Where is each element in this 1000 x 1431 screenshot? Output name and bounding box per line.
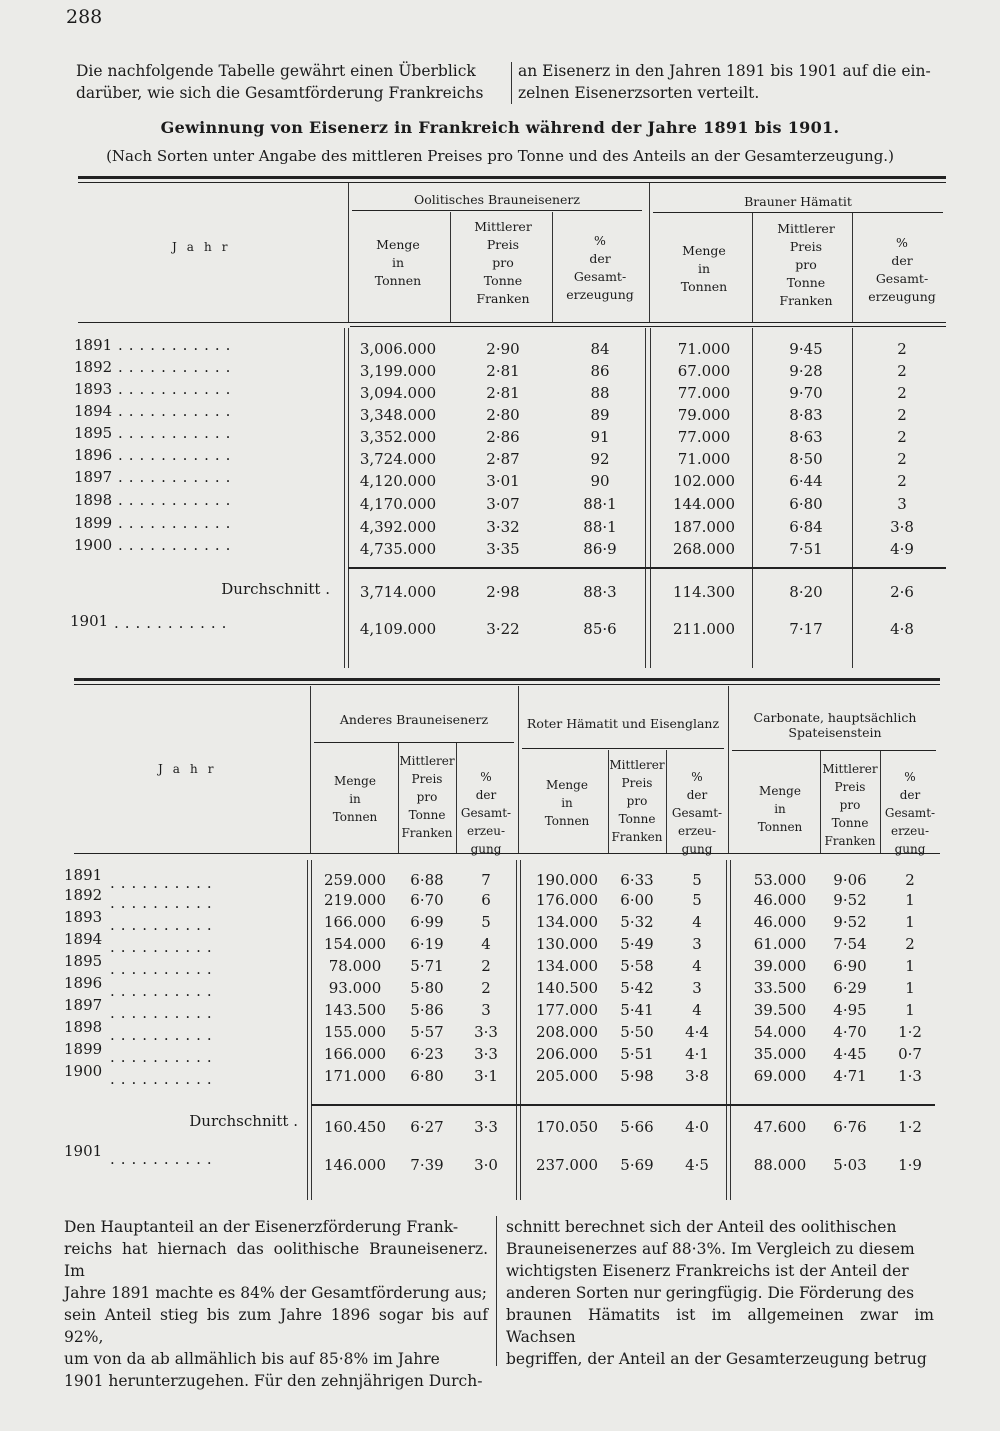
year-label: 1892 (64, 886, 103, 904)
average-label: Durchschnitt . (189, 1112, 298, 1130)
table-cell: 7·54 (833, 935, 867, 953)
table-cell: 7·39 (410, 1156, 444, 1174)
column-header: Menge in Tonnen (544, 778, 590, 828)
table-cell: 6·76 (833, 1118, 867, 1136)
vertical-rule (649, 183, 650, 323)
table-cell: 3 (481, 1001, 491, 1019)
vertical-rule (728, 686, 729, 854)
table-cell: 2 (905, 935, 915, 953)
table-cell: 84 (590, 340, 610, 358)
year-label: 1898 (64, 1018, 103, 1036)
leader-dots: ........... (118, 491, 237, 509)
table-cell: 114.300 (672, 583, 736, 601)
table-cell: 206.000 (535, 1045, 599, 1063)
year-label: 1895 (64, 952, 103, 970)
table-cell: 6·84 (789, 518, 823, 536)
table-cell: 6·19 (410, 935, 444, 953)
table-cell: 6·80 (789, 495, 823, 513)
table-cell: 9·52 (833, 913, 867, 931)
table-cell: 134.000 (535, 913, 599, 931)
table-cell: 3,348.000 (359, 406, 437, 424)
table-cell: 5·69 (620, 1156, 654, 1174)
table-cell: 92 (590, 450, 610, 468)
text-line: wichtigsten Eisenerz Frankreichs ist der Anteil der (506, 1262, 909, 1280)
table-cell: 4 (481, 935, 491, 953)
column-header: Mittlerer Preis pro Tonne Franken (609, 758, 665, 844)
text-line: Jahre 1891 machte es 84% der Gesamtförderung aus; (64, 1284, 487, 1302)
table-cell: 6·00 (620, 891, 654, 909)
column-header: Mittlerer Preis pro Tonne Franken (474, 219, 532, 306)
table-cell: 9·52 (833, 891, 867, 909)
year-label: 1892 (74, 358, 113, 376)
table-cell: 88·1 (583, 495, 617, 513)
text-line: um von da ab allmählich bis auf 85·8% im Jahre (64, 1350, 440, 1368)
column-rule (496, 1216, 497, 1366)
table-cell: 1·2 (898, 1023, 922, 1041)
table-cell: 2 (897, 340, 907, 358)
table-cell: 205.000 (535, 1067, 599, 1085)
table-cell: 6·44 (789, 472, 823, 490)
table-cell: 268.000 (672, 540, 736, 558)
table-cell: 3·8 (685, 1067, 709, 1085)
leader-dots: .......... (110, 960, 218, 978)
horizontal-rule (78, 322, 946, 323)
table-cell: 1·3 (898, 1067, 922, 1085)
column-header: Mittlerer Preis pro Tonne Franken (399, 754, 455, 840)
table-cell: 176.000 (535, 891, 599, 909)
table-cell: 7·17 (789, 620, 823, 638)
table-cell: 2 (905, 871, 915, 889)
table-cell: 2 (897, 428, 907, 446)
leader-dots: .......... (110, 874, 218, 892)
horizontal-rule (314, 742, 514, 743)
year-label: 1900 (74, 536, 113, 554)
column-header: Menge in Tonnen (757, 784, 803, 834)
table-cell: 5·86 (410, 1001, 444, 1019)
horizontal-rule (348, 567, 946, 569)
table-cell: 134.000 (535, 957, 599, 975)
table-cell: 4,109.000 (359, 620, 437, 638)
table-cell: 4·9 (890, 540, 914, 558)
horizontal-rule (522, 748, 724, 749)
table-cell: 5·42 (620, 979, 654, 997)
table-cell: 71.000 (677, 340, 731, 358)
year-label: 1901 (64, 1142, 103, 1160)
leader-dots: ........... (114, 614, 233, 632)
text-line: anderen Sorten nur geringfügig. Die Förderung des (506, 1284, 915, 1302)
table-cell: 85·6 (583, 620, 617, 638)
table-cell: 93.000 (328, 979, 382, 997)
table-cell: 35.000 (753, 1045, 807, 1063)
table-cell: 208.000 (535, 1023, 599, 1041)
leader-dots: ........... (118, 336, 237, 354)
group-header: Oolitisches Brauneisenerz (414, 192, 580, 207)
year-label: 1894 (64, 930, 103, 948)
table-cell: 78.000 (328, 957, 382, 975)
table-cell: 5·50 (620, 1023, 654, 1041)
table-cell: 3·1 (474, 1067, 498, 1085)
table-cell: 3,714.000 (359, 583, 437, 601)
column-header: Mittlerer Preis pro Tonne Franken (822, 762, 878, 848)
table-cell: 3·22 (486, 620, 520, 638)
table-cell: 3,006.000 (359, 340, 437, 358)
table-cell: 46.000 (753, 913, 807, 931)
table-cell: 6·27 (410, 1118, 444, 1136)
group-header: Anderes Brauneisenerz (339, 712, 489, 727)
table-cell: 5·49 (620, 935, 654, 953)
table-cell: 88·1 (583, 518, 617, 536)
table-cell: 8·20 (789, 583, 823, 601)
table-cell: 1·9 (898, 1156, 922, 1174)
table-subtitle: (Nach Sorten unter Angabe des mittleren Preises pro Tonne und des Anteils an der Gesamterzeugung.) (106, 147, 894, 165)
table-cell: 91 (590, 428, 610, 446)
table-cell: 3·8 (890, 518, 914, 536)
horizontal-rule (653, 212, 943, 213)
table-cell: 5 (692, 891, 702, 909)
table-cell: 5 (692, 871, 702, 889)
year-label: 1896 (64, 974, 103, 992)
table-cell: 46.000 (753, 891, 807, 909)
table-cell: 0·7 (898, 1045, 922, 1063)
table-cell: 77.000 (677, 384, 731, 402)
table-cell: 144.000 (672, 495, 736, 513)
vertical-rule (518, 686, 519, 854)
table-cell: 4·0 (685, 1118, 709, 1136)
vertical-rule (310, 686, 311, 854)
table-cell: 171.000 (323, 1067, 387, 1085)
table-cell: 3·3 (474, 1023, 498, 1041)
year-label: 1893 (64, 908, 103, 926)
table-cell: 79.000 (677, 406, 731, 424)
table-cell: 9·28 (789, 362, 823, 380)
vertical-rule (666, 750, 667, 854)
text-line: Den Hauptanteil an der Eisenerzförderung Frank- (64, 1218, 459, 1236)
table-cell: 5·32 (620, 913, 654, 931)
column-header: Mittlerer Preis pro Tonne Franken (777, 221, 835, 308)
table-cell: 4 (692, 1001, 702, 1019)
table-cell: 9·06 (833, 871, 867, 889)
table-cell: 39.500 (753, 1001, 807, 1019)
table-cell: 54.000 (753, 1023, 807, 1041)
table-cell: 140.500 (535, 979, 599, 997)
table-cell: 3·01 (486, 472, 520, 490)
table-cell: 88 (590, 384, 610, 402)
table-cell: 4,392.000 (359, 518, 437, 536)
table-cell: 6·29 (833, 979, 867, 997)
group-header: Carbonate, hauptsächlich Spateisenstein (753, 710, 917, 740)
horizontal-rule (74, 684, 940, 685)
table-cell: 88·3 (583, 583, 617, 601)
table-cell: 3,199.000 (359, 362, 437, 380)
table-cell: 2·87 (486, 450, 520, 468)
leader-dots: .......... (110, 1004, 218, 1022)
column-rule (511, 62, 512, 104)
table-cell: 177.000 (535, 1001, 599, 1019)
year-label: 1896 (74, 446, 113, 464)
intro-right (518, 60, 950, 104)
group-header: Roter Hämatit und Eisenglanz (526, 716, 720, 731)
table-cell: 1 (905, 979, 915, 997)
year-column-header: Jahr (158, 762, 224, 776)
year-column-header: Jahr (172, 240, 238, 254)
table-cell: 4·71 (833, 1067, 867, 1085)
table-cell: 7 (481, 871, 491, 889)
table-cell: 6·23 (410, 1045, 444, 1063)
table-cell: 89 (590, 406, 610, 424)
table-cell: 2 (481, 979, 491, 997)
table-cell: 1 (905, 1001, 915, 1019)
year-label: 1894 (74, 402, 113, 420)
leader-dots: .......... (110, 938, 218, 956)
table-cell: 5·41 (620, 1001, 654, 1019)
body-text-left (64, 1216, 488, 1392)
table-cell: 102.000 (672, 472, 736, 490)
table-cell: 1·2 (898, 1118, 922, 1136)
horizontal-rule (352, 210, 642, 211)
table-cell: 3 (692, 935, 702, 953)
table-cell: 4 (692, 957, 702, 975)
table-cell: 90 (590, 472, 610, 490)
leader-dots: ........... (118, 514, 237, 532)
text-line: an Eisenerz in den Jahren 1891 bis 1901 auf die ein- (518, 62, 931, 80)
table-cell: 4·45 (833, 1045, 867, 1063)
table-cell: 8·83 (789, 406, 823, 424)
year-label: 1899 (64, 1040, 103, 1058)
leader-dots: ........... (118, 358, 237, 376)
table-cell: 4·4 (685, 1023, 709, 1041)
table-cell: 9·70 (789, 384, 823, 402)
leader-dots: ........... (118, 536, 237, 554)
table-cell: 2 (897, 362, 907, 380)
table-cell: 69.000 (753, 1067, 807, 1085)
table-cell: 2 (481, 957, 491, 975)
year-label: 1891 (74, 336, 113, 354)
table-cell: 3 (897, 495, 907, 513)
table-cell: 3·07 (486, 495, 520, 513)
leader-dots: .......... (110, 1150, 218, 1168)
table-cell: 170.050 (535, 1118, 599, 1136)
table-cell: 4·5 (685, 1156, 709, 1174)
year-label: 1899 (74, 514, 113, 532)
body-text-right (506, 1216, 934, 1370)
table-cell: 77.000 (677, 428, 731, 446)
table-cell: 5·66 (620, 1118, 654, 1136)
table-title: Gewinnung von Eisenerz in Frankreich während der Jahre 1891 bis 1901. (160, 118, 840, 137)
table-cell: 88.000 (753, 1156, 807, 1174)
table-cell: 6·80 (410, 1067, 444, 1085)
intro-left (76, 60, 506, 104)
table-cell: 155.000 (323, 1023, 387, 1041)
leader-dots: .......... (110, 894, 218, 912)
table-cell: 2 (897, 450, 907, 468)
table-cell: 6·70 (410, 891, 444, 909)
table-cell: 4,735.000 (359, 540, 437, 558)
table-cell: 3 (692, 979, 702, 997)
year-label: 1897 (64, 996, 103, 1014)
table-cell: 160.450 (323, 1118, 387, 1136)
horizontal-rule (311, 1104, 935, 1106)
table-cell: 5·03 (833, 1156, 867, 1174)
table-cell: 219.000 (323, 891, 387, 909)
column-header: % der Gesamt- erzeu- gung (460, 770, 512, 856)
text-line: Brauneisenerzes auf 88·3%. Im Vergleich zu diesem (506, 1240, 915, 1258)
table-cell: 211.000 (672, 620, 736, 638)
table-cell: 2·80 (486, 406, 520, 424)
year-label: 1897 (74, 468, 113, 486)
table-cell: 259.000 (323, 871, 387, 889)
table-cell: 7·51 (789, 540, 823, 558)
vertical-rule (752, 212, 753, 322)
table-cell: 6·99 (410, 913, 444, 931)
leader-dots: ........... (118, 424, 237, 442)
text-line: begriffen, der Anteil an der Gesamterzeugung betrug (506, 1350, 927, 1368)
text-line: zelnen Eisenerzsorten verteilt. (518, 84, 760, 102)
table-cell: 154.000 (323, 935, 387, 953)
table-cell: 2 (897, 472, 907, 490)
table-cell: 71.000 (677, 450, 731, 468)
table-cell: 187.000 (672, 518, 736, 536)
leader-dots: ........... (118, 380, 237, 398)
table-cell: 3·0 (474, 1156, 498, 1174)
horizontal-rule (732, 750, 936, 751)
table-cell: 130.000 (535, 935, 599, 953)
column-header: % der Gesamt- erzeu- gung (884, 770, 936, 856)
table-cell: 143.500 (323, 1001, 387, 1019)
table-cell: 6 (481, 891, 491, 909)
horizontal-rule (350, 326, 946, 327)
group-header: Brauner Hämatit (744, 194, 852, 209)
table-cell: 3·35 (486, 540, 520, 558)
table-cell: 4·70 (833, 1023, 867, 1041)
table-cell: 6·90 (833, 957, 867, 975)
leader-dots: .......... (110, 916, 218, 934)
table-cell: 3·32 (486, 518, 520, 536)
table-cell: 4,120.000 (359, 472, 437, 490)
horizontal-rule (78, 176, 946, 179)
table-cell: 5·57 (410, 1023, 444, 1041)
table-cell: 1 (905, 891, 915, 909)
text-line: sein Anteil stieg bis zum Jahre 1896 sogar bis auf 92%, (64, 1306, 488, 1346)
table-cell: 61.000 (753, 935, 807, 953)
year-label: 1898 (74, 491, 113, 509)
column-header: % der Gesamt- erzeu- gung (671, 770, 723, 856)
table-cell: 4,170.000 (359, 495, 437, 513)
year-label: 1900 (64, 1062, 103, 1080)
table-cell: 166.000 (323, 913, 387, 931)
column-header: Menge in Tonnen (332, 774, 378, 824)
table-cell: 6·33 (620, 871, 654, 889)
table-cell: 3,724.000 (359, 450, 437, 468)
table-cell: 3·3 (474, 1045, 498, 1063)
table-cell: 67.000 (677, 362, 731, 380)
table-cell: 1 (905, 957, 915, 975)
table-cell: 1 (905, 913, 915, 931)
table-cell: 146.000 (323, 1156, 387, 1174)
text-line: 1901 herunterzugehen. Für den zehnjährigen Durch- (64, 1372, 483, 1390)
table-cell: 4·1 (685, 1045, 709, 1063)
table-cell: 5·98 (620, 1067, 654, 1085)
table-cell: 190.000 (535, 871, 599, 889)
table-cell: 4 (692, 913, 702, 931)
table-cell: 2 (897, 384, 907, 402)
column-header: % der Gesamt- erzeugung (566, 233, 634, 302)
text-line: darüber, wie sich die Gesamtförderung Frankreichs (76, 84, 484, 102)
table-cell: 2·81 (486, 384, 520, 402)
table-cell: 237.000 (535, 1156, 599, 1174)
table-cell: 3,094.000 (359, 384, 437, 402)
year-label: 1895 (74, 424, 113, 442)
table-cell: 2·6 (890, 583, 914, 601)
table-cell: 5·80 (410, 979, 444, 997)
table-cell: 2·81 (486, 362, 520, 380)
table-cell: 3·3 (474, 1118, 498, 1136)
table-cell: 5·51 (620, 1045, 654, 1063)
leader-dots: .......... (110, 982, 218, 1000)
table-cell: 39.000 (753, 957, 807, 975)
table-cell: 33.500 (753, 979, 807, 997)
year-label: 1901 (70, 612, 109, 630)
average-label: Durchschnitt . (221, 580, 330, 598)
table-cell: 5·58 (620, 957, 654, 975)
table-cell: 86 (590, 362, 610, 380)
vertical-rule (450, 212, 451, 322)
table-cell: 86·9 (583, 540, 617, 558)
column-header: Menge in Tonnen (680, 243, 728, 294)
table-cell: 2·98 (486, 583, 520, 601)
column-header: Menge in Tonnen (374, 237, 422, 288)
table-cell: 8·50 (789, 450, 823, 468)
table-cell: 6·88 (410, 871, 444, 889)
text-line: braunen Hämatits ist im allgemeinen zwar im Wachsen (506, 1306, 934, 1346)
table-cell: 4·95 (833, 1001, 867, 1019)
table-cell: 2 (897, 406, 907, 424)
page-number: 288 (66, 6, 103, 28)
leader-dots: .......... (110, 1048, 218, 1066)
horizontal-rule (74, 678, 940, 681)
table-cell: 53.000 (753, 871, 807, 889)
leader-dots: .......... (110, 1070, 218, 1088)
table-cell: 2·90 (486, 340, 520, 358)
table-cell: 5 (481, 913, 491, 931)
table-cell: 166.000 (323, 1045, 387, 1063)
vertical-rule (348, 183, 349, 323)
horizontal-rule (78, 182, 946, 183)
table-cell: 4·8 (890, 620, 914, 638)
table-cell: 9·45 (789, 340, 823, 358)
text-line: schnitt berechnet sich der Anteil des oolithischen (506, 1218, 897, 1236)
text-line: Die nachfolgende Tabelle gewährt einen Überblick (76, 62, 476, 80)
table-cell: 5·71 (410, 957, 444, 975)
text-line: reichs hat hiernach das oolithische Brauneisenerz. Im (64, 1240, 488, 1280)
table-cell: 8·63 (789, 428, 823, 446)
leader-dots: .......... (110, 1026, 218, 1044)
year-label: 1893 (74, 380, 113, 398)
leader-dots: ........... (118, 446, 237, 464)
table-cell: 47.600 (753, 1118, 807, 1136)
table-cell: 2·86 (486, 428, 520, 446)
leader-dots: ........... (118, 468, 237, 486)
column-header: % der Gesamt- erzeugung (868, 235, 936, 304)
year-label: 1891 (64, 866, 103, 884)
table-cell: 3,352.000 (359, 428, 437, 446)
leader-dots: ........... (118, 402, 237, 420)
